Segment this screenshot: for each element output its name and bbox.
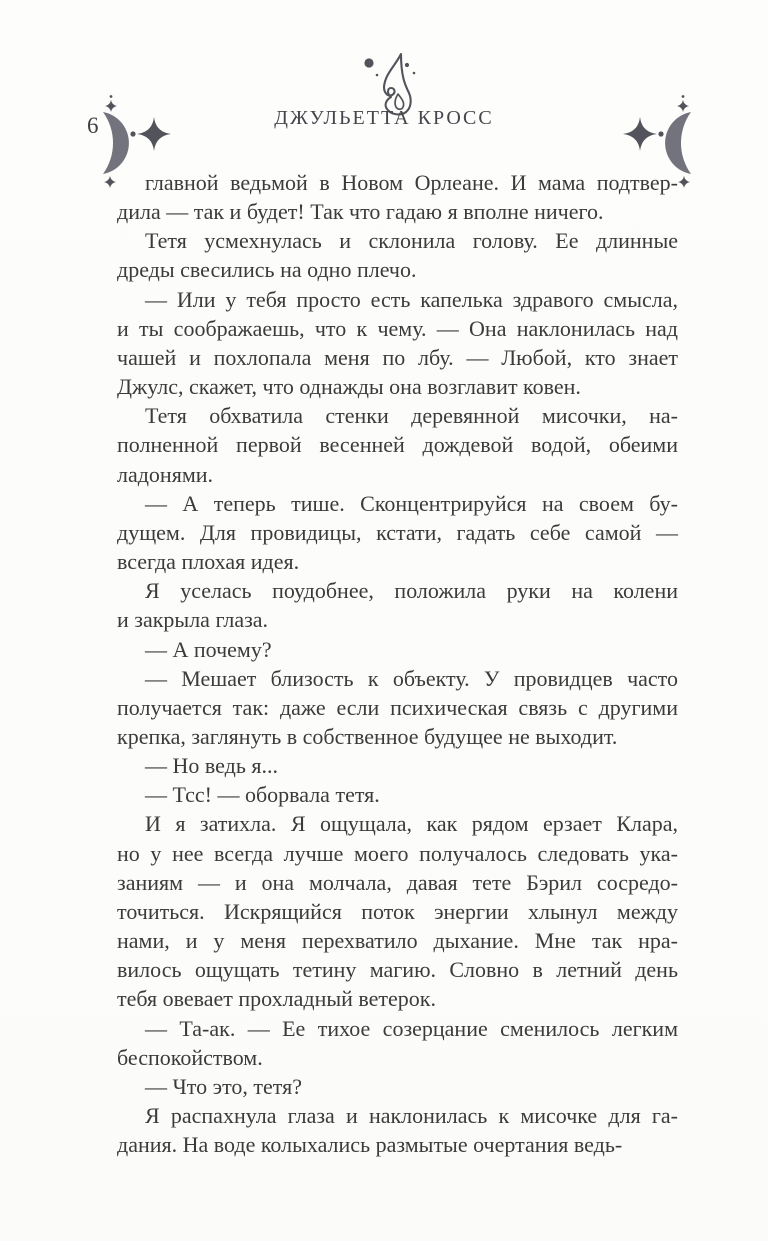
sparkle-star-icon bbox=[678, 176, 690, 188]
text-line: Я распахнула глаза и наклонилась к мисочке для га- bbox=[145, 1103, 678, 1128]
text-line: Джулс, скажет, что однажды она возглавит ковен. bbox=[117, 374, 581, 400]
paragraph bbox=[117, 401, 678, 488]
text-line: получается так: даже если психическая связь с другими bbox=[117, 694, 678, 720]
text-line: — Тсс! — оборвала тетя. bbox=[145, 782, 380, 808]
text-line: — А теперь тише. Сконцентрируйся на своем бу- bbox=[145, 490, 678, 516]
text-line: чашей и похлопала меня по лбу. — Любой, кто знает bbox=[117, 344, 678, 370]
text-line: дреды свесились на одно плечо. bbox=[117, 257, 417, 283]
text-line: вилось ощущать тетину магию. Словно в летний день bbox=[117, 957, 678, 983]
text-line: беспокойством. bbox=[117, 1044, 263, 1070]
text-line: дущем. Для провидицы, кстати, гадать себе самой — bbox=[117, 519, 678, 545]
text-line: — Мешает близость к объекту. У провидцев часто bbox=[145, 665, 678, 691]
paragraph bbox=[117, 168, 678, 226]
paragraph bbox=[117, 1014, 678, 1072]
text-line: И я затихла. Я ощущала, как рядом ерзает Клара, bbox=[145, 811, 678, 837]
paragraph bbox=[117, 1072, 678, 1101]
paragraph bbox=[117, 226, 678, 284]
paragraph bbox=[117, 1101, 678, 1159]
dot-icon bbox=[682, 95, 685, 98]
dot-icon bbox=[130, 131, 135, 136]
text-line: главной ведьмой в Новом Орлеане. И мама подтвер- bbox=[145, 170, 678, 195]
text-line: полненной первой весенней дождевой водой, обеими bbox=[117, 432, 678, 458]
text-line: но у нее всегда лучше моего получалось следовать ука- bbox=[117, 840, 678, 866]
paragraph bbox=[117, 809, 678, 1013]
text-line: ладонями. bbox=[117, 461, 214, 487]
paragraph bbox=[117, 664, 678, 751]
paragraph bbox=[117, 780, 678, 809]
text-line: тебя овевает прохладный ветерок. bbox=[117, 986, 436, 1012]
paragraph bbox=[117, 635, 678, 664]
paragraph bbox=[117, 576, 678, 634]
text-line: всегда плохая идея. bbox=[117, 549, 300, 575]
text-line: Тетя обхватила стенки деревянной мисочки, на- bbox=[145, 403, 678, 429]
dot-icon bbox=[658, 131, 663, 136]
dot-icon bbox=[110, 95, 113, 98]
text-line: и ты соображаешь, что к чему. — Она наклонилась над bbox=[117, 315, 678, 341]
paragraph bbox=[117, 285, 678, 402]
running-header: ДЖУЛЬЕТТА КРОСС bbox=[274, 107, 494, 129]
text-line: и закрыла глаза. bbox=[117, 607, 269, 633]
text-line: точиться. Искрящийся поток энергии хлынул между bbox=[117, 898, 678, 924]
body-text bbox=[117, 168, 678, 1159]
text-line: — Но ведь я... bbox=[145, 753, 278, 779]
text-line: дила — так и будет! Так что гадаю я вполне ничего. bbox=[117, 199, 604, 225]
text-line: — А почему? bbox=[145, 636, 272, 662]
text-line: крепка, заглянуть в собственное будущее не выходит. bbox=[117, 723, 618, 749]
text-line: — Или у тебя просто есть капелька здравого смысла, bbox=[145, 286, 678, 312]
text-line: Я уселась поудобнее, положила руки на колени bbox=[145, 578, 678, 604]
sparkle-star-icon bbox=[104, 176, 116, 188]
text-line: заниям — и она молчала, давая тете Бэрил сосредо- bbox=[117, 869, 678, 895]
paragraph bbox=[117, 489, 678, 576]
text-line: — Что это, тетя? bbox=[145, 1073, 302, 1099]
paragraph bbox=[117, 751, 678, 780]
text-line: — Та-ак. — Ее тихое созерцание сменилось легким bbox=[145, 1015, 678, 1041]
text-line: дания. На воде колыхались размытые очертания ведь- bbox=[117, 1132, 623, 1158]
page-number: 6 bbox=[87, 113, 99, 138]
text-line: Тетя усмехнулась и склонила голову. Ее длинные bbox=[145, 228, 678, 254]
text-line: нами, и у меня перехватило дыхание. Мне так нра- bbox=[117, 928, 678, 954]
